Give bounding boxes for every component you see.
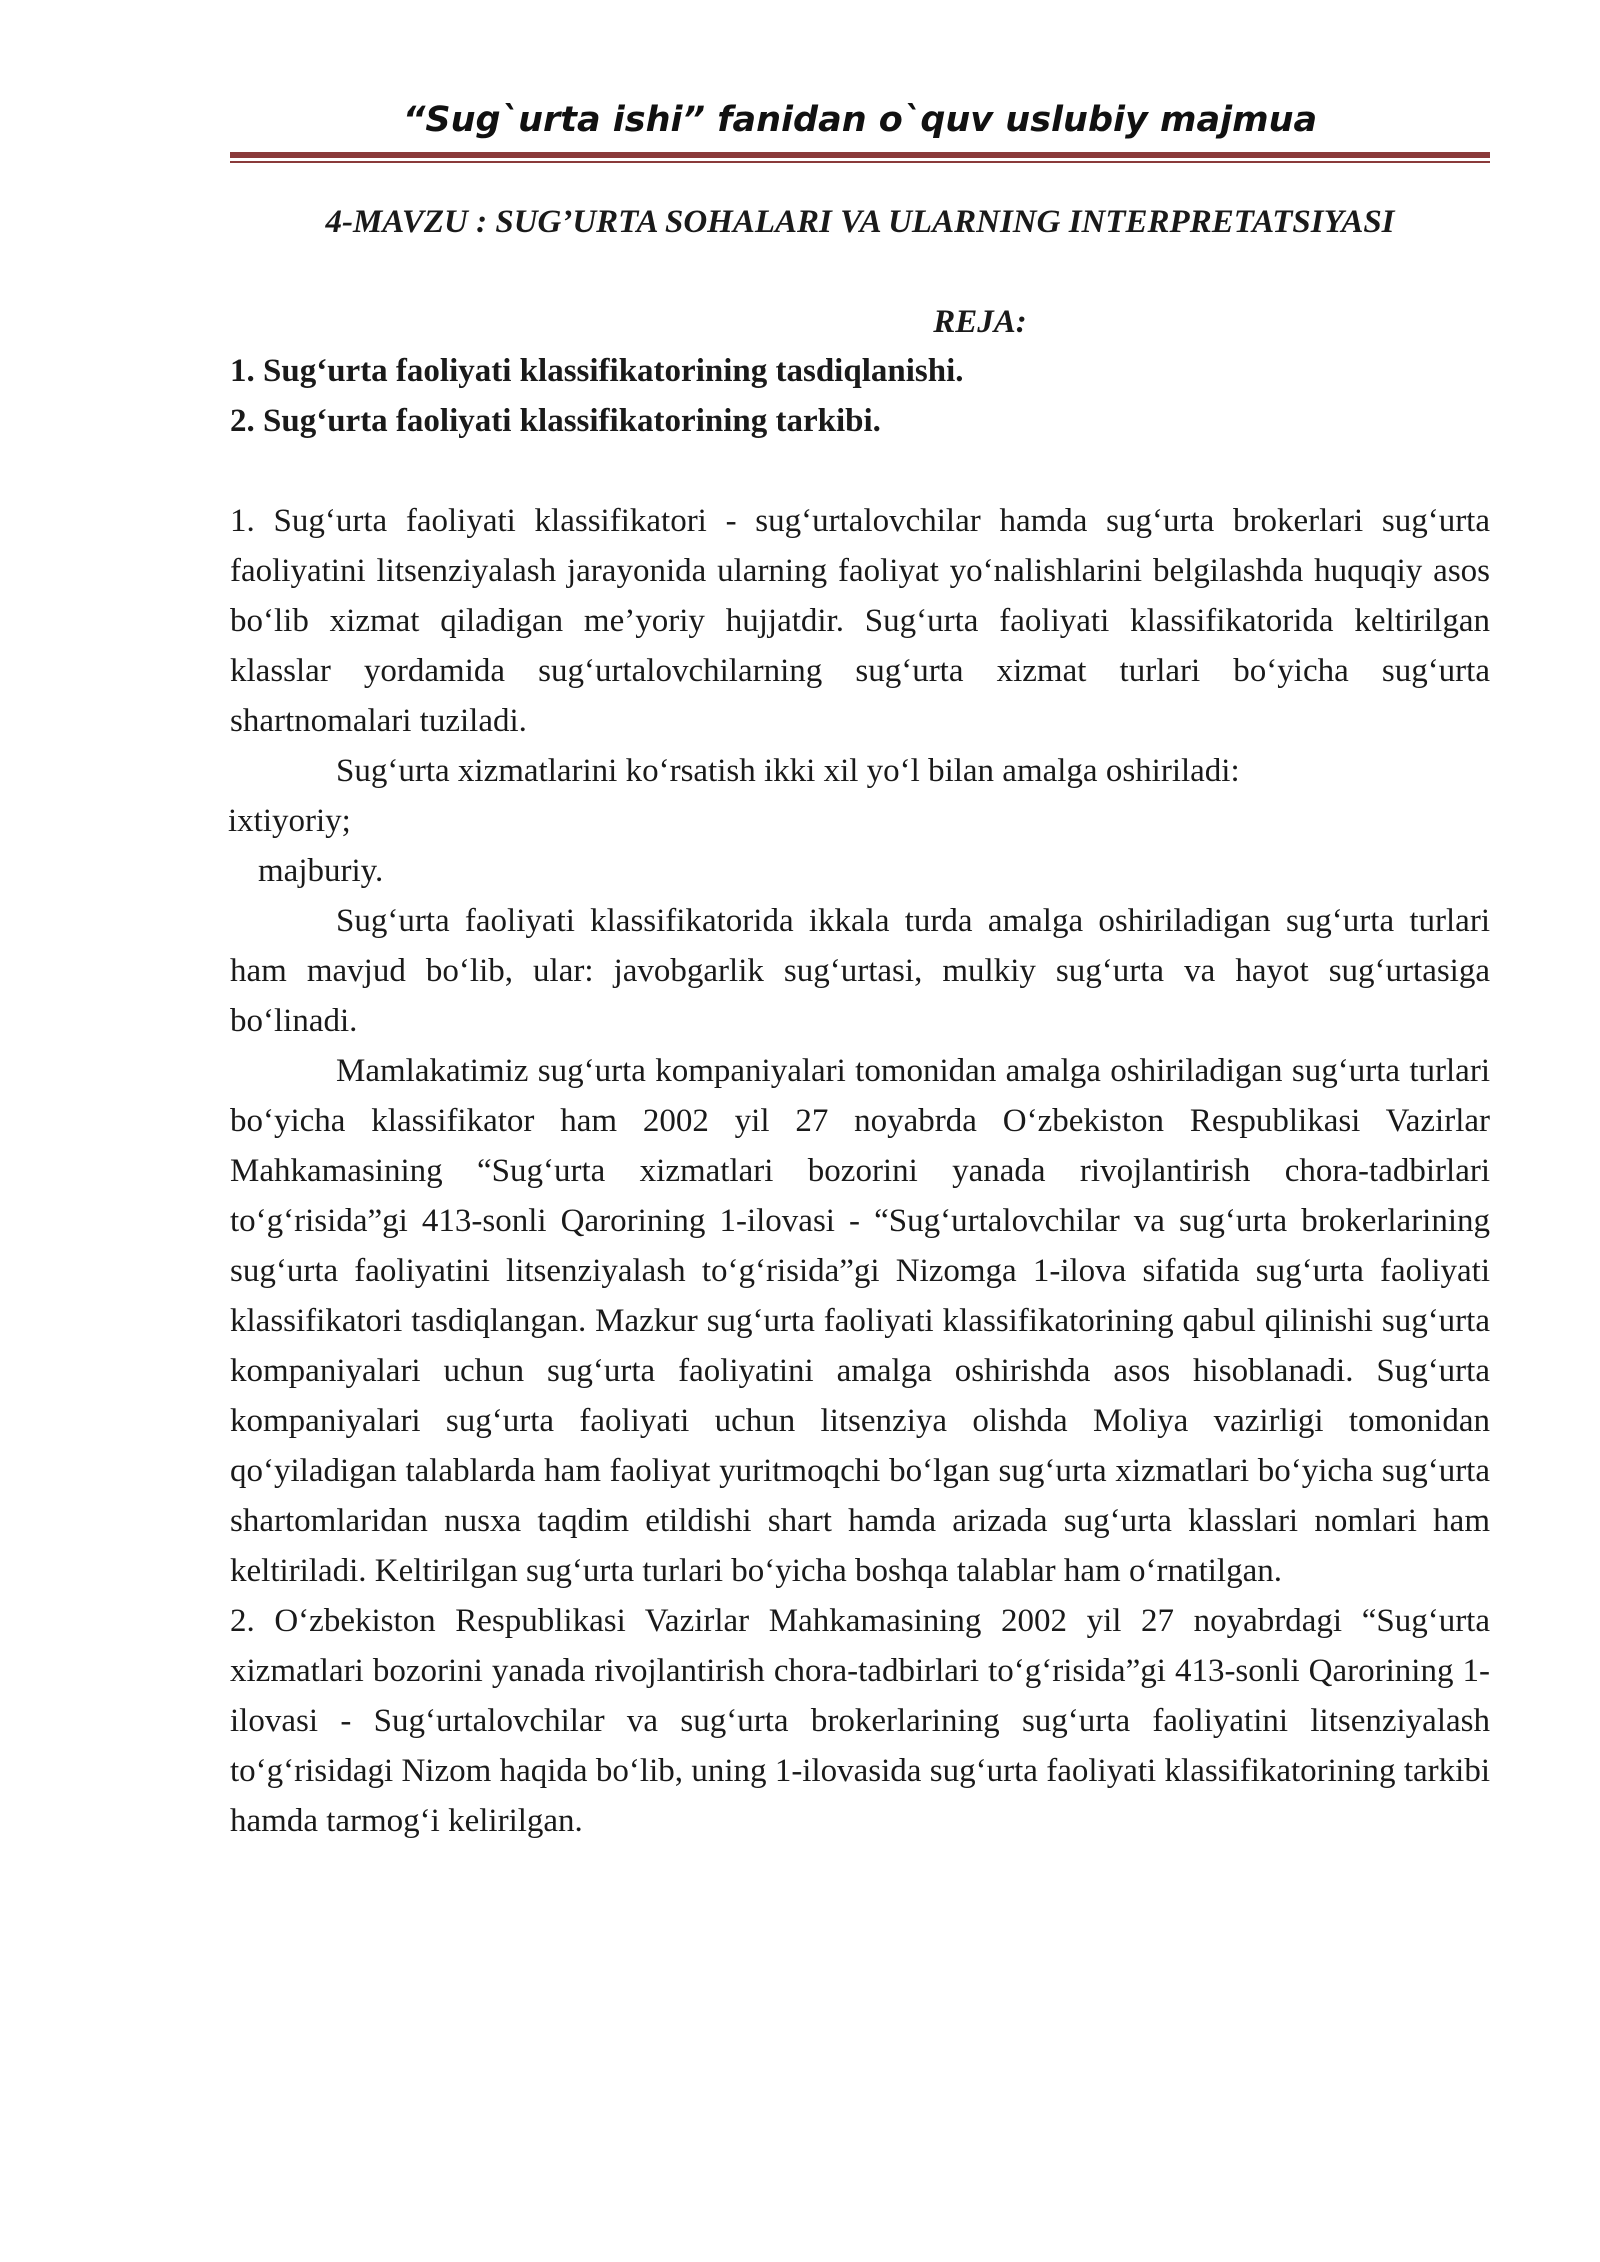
header-rule-thick <box>230 152 1490 158</box>
option-mandatory: majburiy. <box>258 853 384 889</box>
plan-item: 1. Sug‘urta faoliyati klassifikatorining tasdiqlanishi. <box>230 353 964 389</box>
body-text <box>230 496 1490 1846</box>
paragraph-3: Sug‘urta faoliyati klassifikatorida ikkala turda amalga oshiriladigan sug‘urta turlari ham mavjud bo‘lib, ular: javobgarlik sug‘urtasi, mulkiy sug‘urta va hayot sug‘urtasiga bo‘linadi. <box>230 903 1490 1039</box>
plan-list <box>230 346 1490 446</box>
running-header: “Sug`urta ishi” fanidan o`quv uslubiy majmua <box>402 100 1318 140</box>
paragraph-4: Mamlakatimiz sug‘urta kompaniyalari tomonidan amalga oshiriladigan sug‘urta turlari bo‘yicha klassifikator ham 2002 yil 27 noyabrda O‘zbekiston Respublikasi Vazirlar Mahkamasining “Sug‘urta xizmatlari bozorini yanada rivojlantirish chora-tadbirlari to‘g‘risida”gi 413-sonli Qarorining 1-ilovasi - “Sug‘urtalovchilar va sug‘urta brokerlarining sug‘urta faoliyatini litsenziyalash to‘g‘risida”gi Nizomga 1-ilova sifatida sug‘urta faoliyati klassifikatori tasdiqlangan. Mazkur sug‘urta faoliyati klassifikatorining qabul qilinishi sug‘urta kompaniyalari uchun sug‘urta faoliyatini amalga oshirishda asos hisoblanadi. Sug‘urta kompaniyalari sug‘urta faoliyati uchun litsenziya olishda Moliya vazirligi tomonidan qo‘yiladigan talablarda ham faoliyat yuritmoqchi bo‘lgan sug‘urta xizmatlari bo‘yicha sug‘urta shartomlaridan nusxa taqdim etildishi shart hamda arizada sug‘urta klasslari nomlari ham keltiriladi. Keltirilgan sug‘urta turlari bo‘yicha boshqa talablar ham o‘rnatilgan. <box>230 1053 1490 1589</box>
header-rule-thin <box>230 161 1490 163</box>
paragraph-1: 1. Sug‘urta faoliyati klassifikatori - sug‘urtalovchilar hamda sug‘urta brokerlari sug‘urta faoliyatini litsenziyalash jarayonida ularning faoliyat yo‘nalishlarini belgilashda huquqiy asos bo‘lib xizmat qiladigan me’yoriy hujjatdir. Sug‘urta faoliyati klassifikatorida keltirilgan klasslar yordamida sug‘urtalovchilarning sug‘urta xizmat turlari bo‘yicha sug‘urta shartnomalari tuziladi. <box>230 503 1490 739</box>
paragraph-2: Sug‘urta xizmatlarini ko‘rsatish ikki xil yo‘l bilan amalga oshiriladi: <box>336 753 1240 789</box>
plan-item: 2. Sug‘urta faoliyati klassifikatorining tarkibi. <box>230 403 881 439</box>
paragraph-5: 2. O‘zbekiston Respublikasi Vazirlar Mahkamasining 2002 yil 27 noyabrdagi “Sug‘urta xizmatlari bozorini yanada rivojlantirish chora-tadbirlari to‘g‘risida”gi 413-sonli Qarorining 1-ilovasi - Sug‘urtalovchilar va sug‘urta brokerlarining sug‘urta faoliyatini litsenziyalash to‘g‘risidagi Nizom haqida bo‘lib, uning 1-ilovasida sug‘urta faoliyati klassifikatorining tarkibi hamda tarmog‘i kelirilgan. <box>230 1603 1490 1839</box>
option-voluntary: ixtiyoriy; <box>228 803 351 839</box>
plan-title: REJA: <box>933 304 1027 340</box>
topic-title: 4-MAVZU : SUG’URTA SOHALARI VA ULARNING INTERPRETATSIYASI <box>325 204 1395 240</box>
document-content <box>230 198 1490 1846</box>
